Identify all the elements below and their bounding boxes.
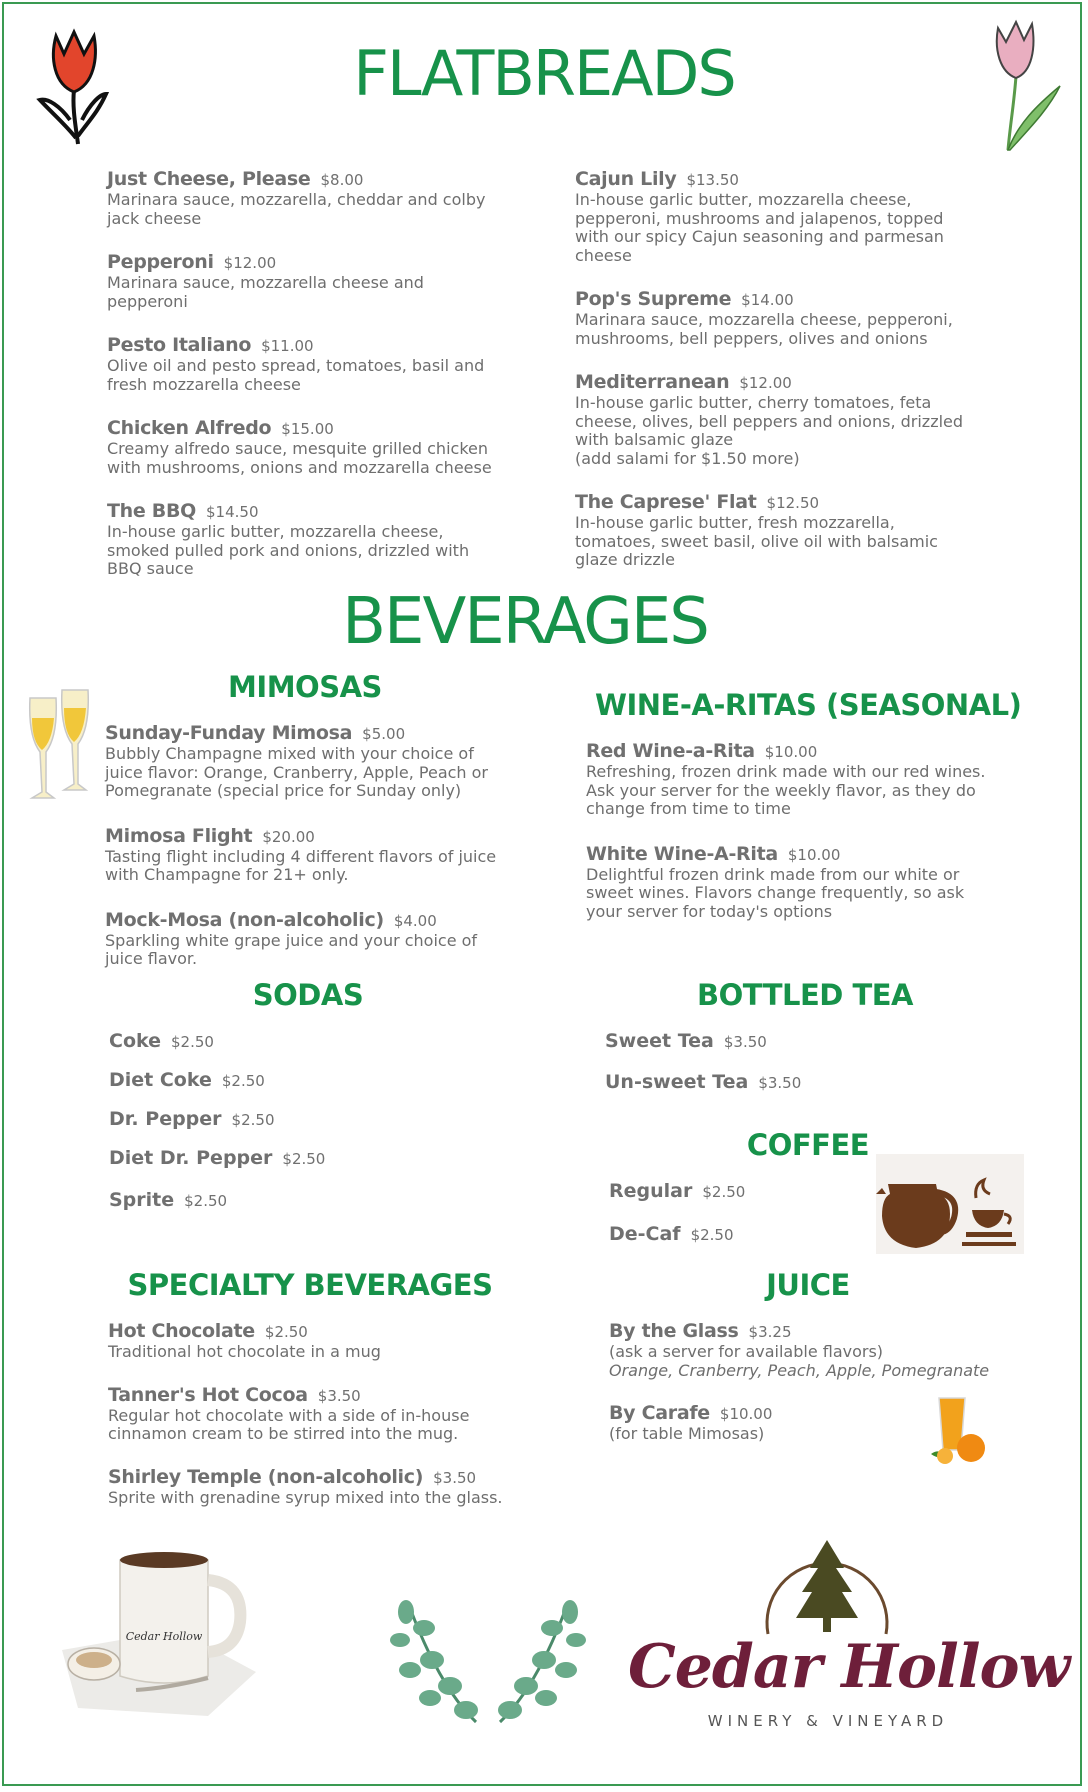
specialty-beverages-heading: SPECIALTY BEVERAGES	[127, 1268, 493, 1302]
sodas-heading: SODAS	[252, 978, 364, 1012]
item-name: White Wine-A-Rita	[586, 842, 778, 865]
item-description: Sprite with grenadine syrup mixed into the glass.	[108, 1487, 503, 1507]
item-price: $2.50	[171, 1033, 214, 1051]
item-price: $12.00	[223, 254, 277, 272]
bottled-tea-heading: BOTTLED TEA	[697, 978, 913, 1012]
item-description: Marinara sauce, mozzarella cheese and pepperoni	[107, 273, 424, 311]
menu-item	[105, 825, 505, 885]
item-name: Dr. Pepper	[109, 1108, 222, 1130]
item-description: Bubbly Champagne mixed with your choice of juice flavor: Orange, Cranberry, Apple, Peach or Pomegranate (special price for Sunday only)	[105, 744, 489, 800]
item-description: Regular hot chocolate with a side of in-house cinnamon cream to be stirred into the mug.	[108, 1405, 470, 1443]
item-name: Cajun Lily	[575, 168, 677, 190]
item-description: In-house garlic butter, cherry tomatoes, feta cheese, olives, bell peppers and onions, drizzled with balsamic glaze	[575, 393, 964, 449]
menu-item	[575, 168, 975, 265]
item-price: $2.50	[702, 1183, 746, 1201]
menu-item	[107, 168, 507, 228]
item-price: $10.00	[764, 743, 818, 761]
menu-item	[107, 251, 507, 311]
item-description: Sparkling white grape juice and your choice of juice flavor.	[105, 930, 478, 968]
item-price: $8.00	[320, 171, 364, 189]
menu-item	[108, 1384, 508, 1444]
item-price: $2.50	[184, 1192, 228, 1210]
cedar-tree-icon	[758, 1522, 896, 1642]
menu-item	[605, 1071, 965, 1093]
item-name: Sunday-Funday Mimosa	[105, 722, 353, 744]
item-name: Mock-Mosa (non-alcoholic)	[105, 908, 384, 931]
champagne-glasses-icon	[24, 688, 96, 804]
menu-item	[605, 1030, 965, 1052]
mimosas-heading: MIMOSAS	[228, 670, 382, 704]
item-note: (add salami for $1.50 more)	[575, 448, 800, 468]
coffee-heading: COFFEE	[746, 1128, 870, 1162]
item-name: Diet Dr. Pepper	[109, 1147, 273, 1169]
item-name: Sprite	[109, 1189, 175, 1211]
item-price: $2.50	[231, 1111, 275, 1129]
item-description: Tasting flight including 4 different flavors of juice with Champagne for 21+ only.	[105, 846, 497, 884]
item-description: In-house garlic butter, fresh mozzarella, tomatoes, sweet basil, olive oil with balsamic glaze drizzle	[575, 513, 938, 569]
logo-name: Cedar Hollow	[628, 1632, 1070, 1702]
flatbreads-right-column	[575, 168, 975, 570]
item-description: Creamy alfredo sauce, mesquite grilled chicken with mushrooms, onions and mozzarella cheese	[107, 439, 492, 477]
menu-item	[107, 334, 507, 394]
menu-item	[586, 740, 986, 819]
mimosas-list	[105, 722, 505, 969]
item-price: $12.00	[739, 374, 792, 392]
item-name: De-Caf	[609, 1223, 681, 1245]
item-name: Hot Chocolate	[108, 1320, 255, 1342]
item-name: Pepperoni	[107, 251, 214, 273]
item-name: By the Glass	[609, 1320, 739, 1342]
menu-item	[586, 843, 986, 922]
wine-a-ritas-heading: WINE-A-RITAS (SEASONAL)	[595, 688, 1022, 722]
menu-item	[609, 1180, 859, 1202]
item-name: Mediterranean	[575, 371, 730, 393]
item-description: Olive oil and pesto spread, tomatoes, basil and fresh mozzarella cheese	[107, 356, 485, 394]
menu-item	[109, 1069, 489, 1091]
menu-item	[575, 288, 975, 348]
item-description: Refreshing, frozen drink made with our red wines. Ask your server for the weekly flavor, as they do change from time to time	[586, 762, 986, 818]
item-price: $10.00	[719, 1405, 773, 1423]
item-price: $3.50	[723, 1033, 767, 1051]
item-name: Red Wine-a-Rita	[586, 740, 755, 762]
item-name: Pop's Supreme	[575, 288, 732, 310]
specialty-list	[108, 1320, 508, 1507]
item-name: The Caprese' Flat	[575, 491, 757, 513]
item-description: In-house garlic butter, mozzarella cheese, pepperoni, mushrooms and jalapenos, topped with our spicy Cajun seasoning and parmesan cheese	[575, 190, 944, 265]
item-description: Marinara sauce, mozzarella cheese, pepperoni, mushrooms, bell peppers, olives and onions	[575, 310, 953, 348]
item-price: $4.00	[393, 911, 437, 930]
orange-juice-icon	[925, 1394, 991, 1464]
item-description: Marinara sauce, mozzarella, cheddar and colby jack cheese	[107, 190, 486, 228]
item-name: By Carafe	[609, 1402, 710, 1424]
item-name: Pesto Italiano	[107, 334, 252, 356]
menu-item	[107, 417, 507, 477]
item-name: Coke	[109, 1030, 162, 1052]
menu-item	[105, 722, 505, 801]
sodas-list	[109, 1030, 489, 1211]
item-flavors: Orange, Cranberry, Peach, Apple, Pomegranate	[609, 1360, 990, 1380]
menu-item	[575, 491, 975, 570]
item-name: Un-sweet Tea	[605, 1071, 749, 1093]
item-name: Chicken Alfredo	[107, 417, 272, 439]
item-name: Diet Coke	[109, 1069, 212, 1091]
item-description: Traditional hot chocolate in a mug	[108, 1342, 381, 1361]
item-price: $2.50	[690, 1226, 734, 1244]
mug-logo-text: Cedar Hollow	[125, 1630, 203, 1643]
item-price: $10.00	[787, 845, 841, 864]
item-price: $14.50	[206, 503, 259, 521]
logo-tagline: WINERY & VINEYARD	[707, 1712, 949, 1730]
item-name: Sweet Tea	[605, 1030, 714, 1052]
menu-item	[109, 1147, 489, 1169]
menu-item	[108, 1466, 508, 1508]
item-price: $3.50	[317, 1386, 361, 1405]
menu-item	[109, 1189, 489, 1211]
item-price: $20.00	[262, 827, 315, 846]
beverages-heading: BEVERAGES	[342, 585, 708, 659]
coffee-pot-icon	[876, 1154, 1024, 1254]
cedar-hollow-logo	[628, 1522, 1070, 1742]
menu-item	[105, 909, 505, 969]
item-price: $2.50	[221, 1072, 265, 1090]
item-description: Delightful frozen drink made from our white or sweet wines. Flavors change frequently, so ask your server for today's options	[586, 864, 965, 921]
item-name: Mimosa Flight	[105, 824, 253, 847]
item-price: $5.00	[362, 725, 406, 743]
item-price: $2.50	[282, 1150, 326, 1168]
item-name: The BBQ	[107, 500, 197, 522]
item-price: $14.00	[741, 291, 794, 309]
item-price: $3.25	[748, 1323, 792, 1341]
juice-heading: JUICE	[766, 1268, 850, 1302]
menu-item	[107, 500, 507, 579]
menu-item	[575, 371, 975, 468]
item-description: In-house garlic butter, mozzarella cheese, smoked pulled pork and onions, drizzled with BBQ sauce	[107, 522, 470, 578]
item-price: $2.50	[264, 1323, 308, 1341]
item-price: $15.00	[281, 420, 334, 438]
flatbreads-heading: FLATBREADS	[353, 37, 735, 110]
menu-item	[109, 1108, 489, 1130]
hot-cocoa-mug-photo	[58, 1540, 258, 1720]
menu-item	[609, 1320, 1029, 1380]
bottled-tea-list	[605, 1030, 965, 1093]
wine-a-ritas-list	[586, 740, 986, 921]
coffee-list	[609, 1180, 859, 1245]
eucalyptus-wreath-icon	[380, 1598, 596, 1726]
menu-item	[109, 1030, 489, 1052]
flatbreads-left-column	[107, 168, 507, 579]
menu-item	[108, 1320, 508, 1362]
item-description: (ask a server for available flavors)	[609, 1342, 884, 1361]
item-description: (for table Mimosas)	[609, 1424, 765, 1443]
item-name: Regular	[609, 1180, 693, 1202]
item-name: Just Cheese, Please	[107, 168, 311, 190]
item-price: $3.50	[433, 1468, 477, 1487]
item-price: $3.50	[758, 1074, 802, 1092]
item-price: $11.00	[261, 337, 314, 355]
menu-item	[609, 1223, 859, 1245]
item-name: Tanner's Hot Cocoa	[108, 1383, 308, 1406]
item-price: $12.50	[766, 494, 820, 512]
item-name: Shirley Temple (non-alcoholic)	[108, 1465, 424, 1488]
item-price: $13.50	[686, 171, 739, 189]
